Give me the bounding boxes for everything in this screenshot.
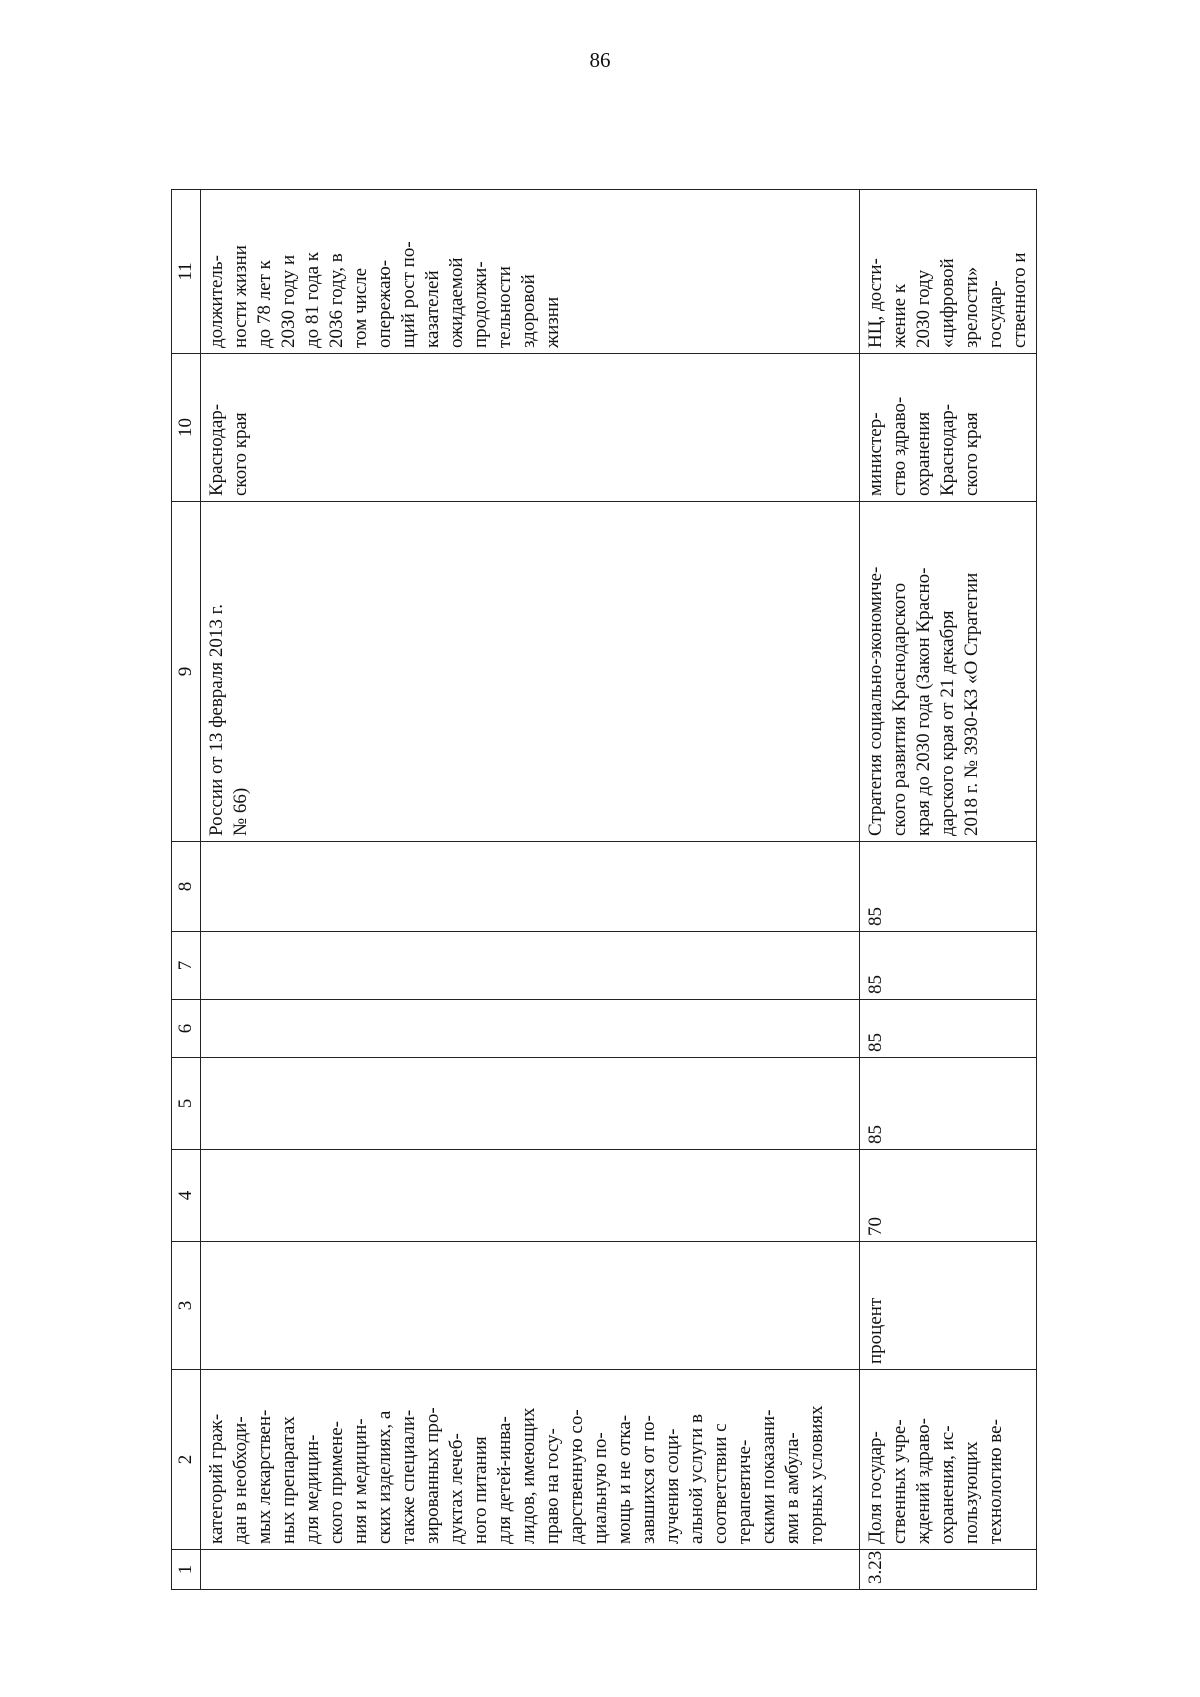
column-header: 1 [172,1550,201,1590]
column-header: 3 [172,1242,201,1370]
cell-result: должитель- ности жизни до 78 лет к 2030 году и до 81 года к 2036 году, в том числе опережаю- щий рост по- казателей ожидаемой продолжи- тельности здоровой жизни [201,190,860,354]
cell-value [201,1058,860,1150]
indicators-table [171,189,1037,1590]
table-header-row [172,190,201,1590]
cell-responsible: министер- ство здраво- охранения Краснодар- ского края [860,354,1037,502]
cell-number [201,1550,860,1590]
cell-unit [201,1242,860,1370]
cell-document: Стратегия социально-экономиче- ского развития Краснодарского края до 2030 года (Закон Красно- дарского края от 21 декабря 2018 г. № 3930-КЗ «О Стратегии [860,502,1037,842]
column-header: 7 [172,932,201,1000]
cell-value [201,842,860,932]
cell-result: НЦ, дости- жение к 2030 году «цифровой зрелости» государ- ственного и [860,190,1037,354]
cell-value: 70 [860,1150,1037,1242]
cell-indicator-name: Доля государ- ственных учре- ждений здраво- охранения, ис- пользующих технологию ве- [860,1370,1037,1550]
cell-value [201,1000,860,1058]
cell-value [201,1150,860,1242]
column-header: 10 [172,354,201,502]
cell-value [201,932,860,1000]
column-header: 2 [172,1370,201,1550]
column-header: 8 [172,842,201,932]
rotated-table-container [171,190,1030,1590]
cell-value: 85 [860,1000,1037,1058]
table-row [201,190,860,1590]
page-number: 86 [589,48,611,72]
cell-value: 85 [860,932,1037,1000]
cell-unit: процент [860,1242,1037,1370]
cell-value: 85 [860,842,1037,932]
column-header: 11 [172,190,201,354]
column-header: 4 [172,1150,201,1242]
column-header: 6 [172,1000,201,1058]
column-header: 9 [172,502,201,842]
cell-document: России от 13 февраля 2013 г. № 66) [201,502,860,842]
cell-value: 85 [860,1058,1037,1150]
column-header: 5 [172,1058,201,1150]
cell-responsible: Краснодар- ского края [201,354,860,502]
cell-number: 3.23 [860,1550,1037,1590]
table-row [860,190,1037,1590]
cell-indicator-name: категорий граж- дан в необходи- мых лекарствен- ных препаратах для медицин- ского примене- ния и медицин- ских изделиях, а также специали- зированных про- дуктах лечеб- ного питания для детей-инва- лидов, имеющих право на госу- дарственную со- циальную по- мощь и не отка- завшихся от по- лучения соци- альной услуги в соответствии с терапевтиче- скими показани- ями в амбула- торных условиях [201,1370,860,1550]
